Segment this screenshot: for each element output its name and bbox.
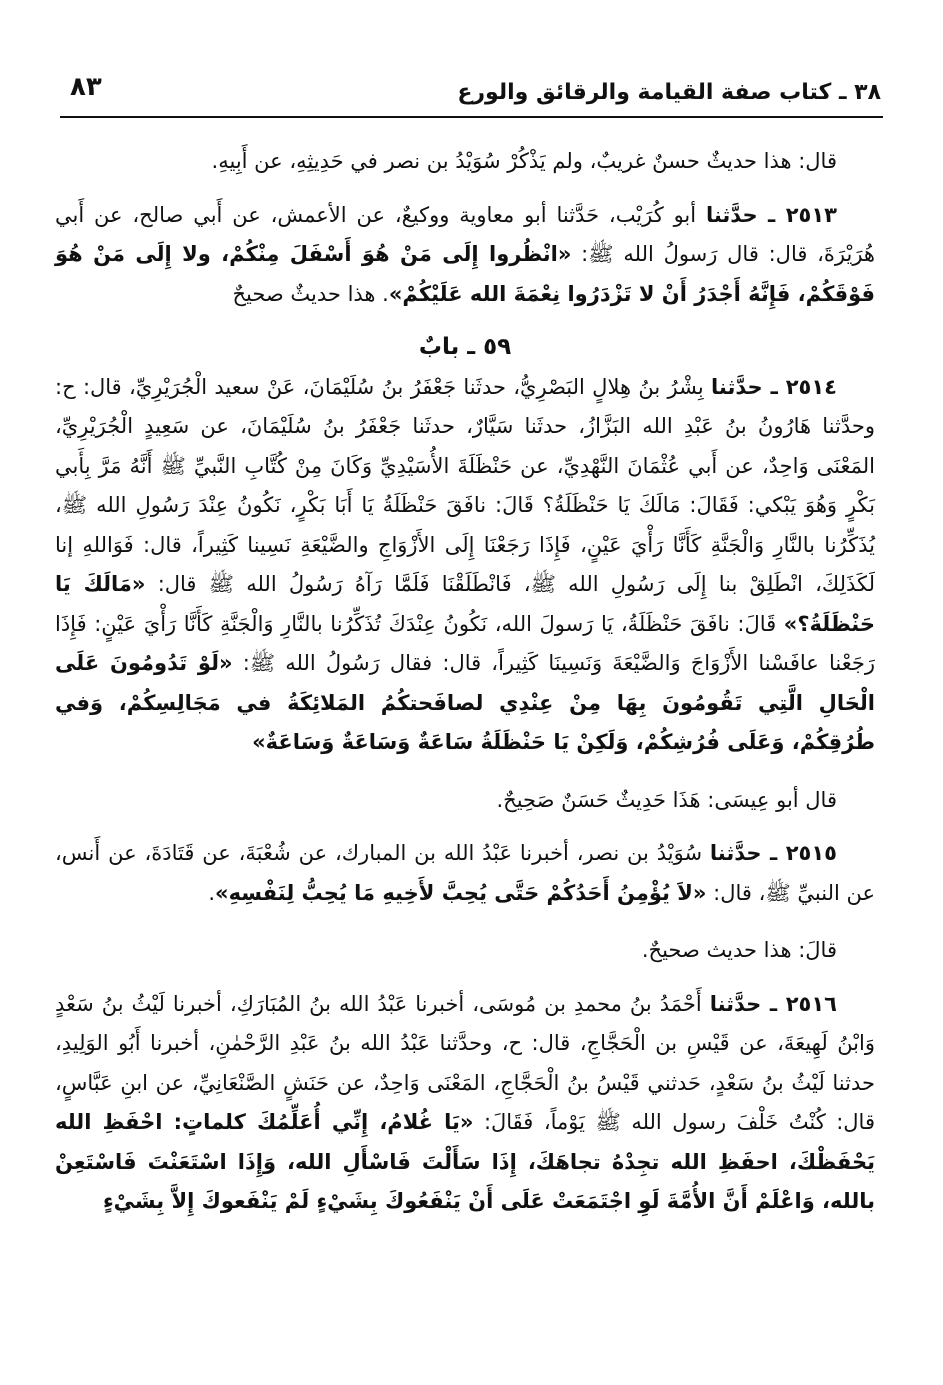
hadith-end: . [208, 880, 215, 905]
page-number: ٨٣ [70, 72, 102, 102]
hadith-2514 [55, 368, 875, 763]
grade-paragraph [55, 781, 875, 821]
hadith-2513 [55, 196, 875, 315]
hadith-quote: «لَوْ تَدُومُونَ عَلَى الْحَالِ الَّتِي تَقُومُونَ بِهَا مِنْ عِنْدِي لصافَحتكُمُ المَلائِكَةُ في مَجَالِسِكُمْ، وَفي طُرُقِكُمْ، وَعَلَى فُرُشِكُمْ، وَلَكِنْ يَا حَنْظَلَةُ سَاعَةٌ وَسَاعَةٌ وَسَاعَةٌ» [55, 651, 875, 754]
grade-text: قال أبو عِيسَى: هَذَا حَدِيثٌ حَسَنٌ صَحِيحٌ. [496, 787, 837, 812]
grade-text: قالَ: هذا حديث صحيحٌ. [641, 938, 837, 962]
body-text [55, 142, 875, 1222]
note-text: قال: هذا حديثٌ حسنٌ غريبٌ، ولم يَذْكُرْ سُوَيْدُ بن نصر في حَدِيثِهِ، عن أَبِيهِ. [211, 149, 837, 173]
hadith-2515 [55, 834, 875, 913]
hadith-quote: «يَا غُلامُ، إِنِّي أُعَلِّمُكَ كلماتٍ: احْفَظِ الله يَحْفَظْكَ، احفَظِ الله تجِدْهُ تجاهَكَ، إِذَا سَأَلْتَ فَاسْأَلِ الله، وَإِذَا اسْتَعَنْتَ فَاسْتَعِنْ بالله، وَاعْلَمْ أَنَّ الأُمَّةَ لَوِ اجْتَمَعَتْ عَلَى أَنْ يَنْفَعُوكَ بِشَيْءٍ لَمْ يَنْفَعوكَ إِلاَّ بِشَيْءٍ [55, 1110, 875, 1213]
hadith-chain: سُوَيْدُ بن نصر، أخبرنا عَبْدُ الله بن المبارك، عن شُعْبَةَ، عن قَتَادَةَ، عن أَنس، عن النبيِّ ﷺ، قال: [55, 841, 875, 905]
hadith-chain: أبو كُرَيْب، حَدَّثنا أبو معاوية ووكيعٌ، عن الأعمش، عن أَبي صالح، عن أَبي هُرَيْرَةَ، قال: قال رَسولُ الله ﷺ: [55, 202, 876, 266]
hadith-quote: «مَالَكَ يَا حَنْظَلَةُ؟» [55, 572, 875, 636]
grade-paragraph [55, 931, 875, 971]
hadith-quote: «انْظُروا إِلَى مَنْ هُوَ أَسْفَلَ مِنْكُمْ، ولا إِلَى مَنْ هُوَ فَوْقَكُمْ، فَإِنَّهُ أَجْدَرُ أَنْ لا تَزْدَرُوا نِعْمَةَ الله عَلَيْكُمْ» [55, 242, 875, 306]
hadith-chain: أَحْمَدُ بنُ محمدِ بن مُوسَى، أخبرنا عَبْدُ الله بنُ المُبَارَكِ، أخبرنا لَيْثُ بنُ سَعْدٍ وَابْنُ لَهِيعَةَ، عن قَيْسِ بن الْحَجَّاجِ، قال: ح، وحدَّثنا عَبْدُ الله بنُ عَبْدِ الرَّحْمٰنِ، أخبرنا أَبُو الوَلِيدِ، حدثنا لَيْثُ بنُ سَعْدٍ، حَدثني قَيْسُ بنُ الْحَجَّاجِ، المَعْنَى وَاحِدٌ، عن حَنَشٍ الصَّنْعَانِيِّ، عن ابنِ عَبَّاسٍ، قال: كُنْتُ خَلْفَ رسول الله ﷺ يَوْماً، فَقَالَ: [55, 991, 875, 1134]
hadith-text: قَالَ: نافَقَ حَنْظَلَةُ، يَا رَسولَ الله، نَكُونُ عِنْدَكَ تُذَكِّرُنا بالنَّارِ وَالْجَنَّةِ كَأَنَّا رَأْيَ عَيْنٍ: فَإِذَا رَجَعْنا عافَسْنا الأَزْوَاجَ وَالضَّيْعَةَ وَنَسِينَا كَثِيراً، قال: فقال رَسُولُ الله ﷺ: [55, 611, 875, 675]
running-title: ٣٨ ـ كتاب صفة القيامة والرقائق والورع [457, 80, 881, 105]
note-paragraph [55, 142, 875, 182]
hadith-number: ٢٥١٦ ـ حدَّثنا [709, 991, 837, 1016]
hadith-number: ٢٥١٥ ـ حدَّثنا [709, 841, 837, 865]
page-header [60, 68, 883, 118]
hadith-grade: . هذا حديثٌ صحيحٌ [232, 281, 389, 306]
hadith-2516 [55, 985, 875, 1222]
hadith-chain: بِشْرُ بنُ هِلالٍ البَصْرِيُّ، حدثَنا جَعْفَرُ بنُ سُلَيْمَانَ، عَنْ سعيد الْجُرَيْرِيِّ، قال: ح: وحدَّثنا هَارُونُ بنُ عَبْدِ الله البَزَّازُ، حدثَنا سَيَّارٌ، حدثَنا جَعْفَرُ بنُ سُلَيْمَانَ، عن سَعِيدٍ الْجُرَيْرِيِّ، المَعْنَى وَاحِدٌ، عن أَبي عُثْمَانَ النَّهْدِيِّ، عن حَنْظَلَةَ الأُسَيْدِيِّ وَكَانَ مِنْ كُتَّابِ النَّبيِّ ﷺ أَنَّهُ مَرَّ بِأَبي بَكْرٍ وَهُوَ يَبْكي: فَقَالَ: مَالَكَ يَا حَنْظَلَةُ؟ قَالَ: نافَقَ حَنْظَلَةُ يَا أَبَا بَكْرٍ، نَكُونُ عِنْدَ رَسُولِ الله ﷺ، يُذَكِّرُنا بالنَّارِ وَالْجَنَّةِ كَأَنَّا رَأْيَ عَيْنٍ، فَإِذَا رَجَعْنَا إِلَى الأَزْوَاجِ والضَّيْعَةِ نَسِينا كَثِيراً، قال: فَوَاللهِ إنا لَكَذَلِكَ، انْطَلِقْ بنا إِلَى رَسُولِ الله ﷺ، فَانْطَلَقْنَا فَلَمَّا رَآهُ رَسُولُ الله ﷺ قال: [55, 374, 875, 596]
hadith-quote: «لاَ يُؤْمِنُ أَحَدُكُمْ حَتَّى يُحِبَّ لأَخِيهِ مَا يُحِبُّ لِنَفْسِهِ» [215, 880, 707, 905]
hadith-number: ٢٥١٣ ـ حدَّثنا [705, 202, 837, 227]
section-title: ٥٩ ـ بابٌ [418, 334, 512, 360]
hadith-number: ٢٥١٤ ـ حدَّثنا [711, 374, 837, 399]
